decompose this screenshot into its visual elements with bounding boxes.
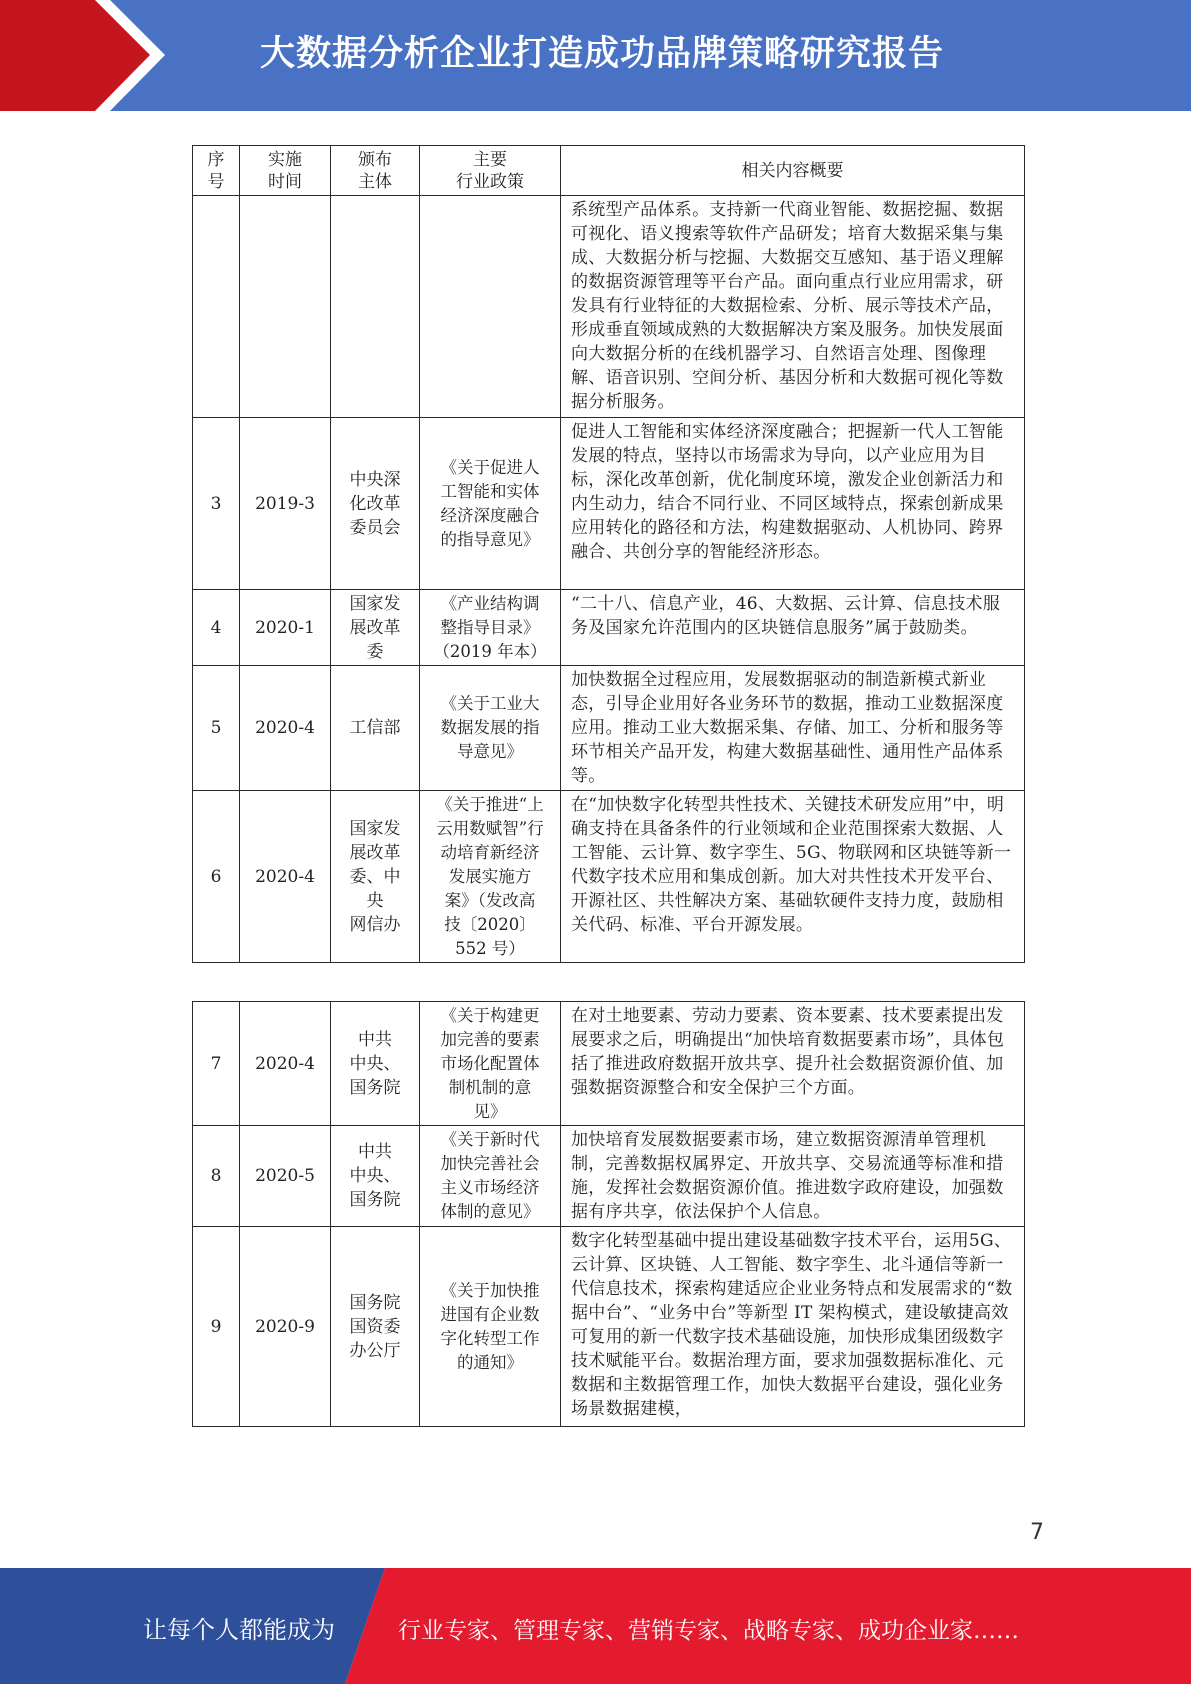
cell-time: 2020-5 [240,1126,331,1227]
cell-issuer: 中共 中央、 国务院 [331,1002,420,1126]
header-seq: 序 号 [193,146,240,196]
cell-summary: 在“加快数字化转型共性技术、关键技术研发应用”中，明确支持在具备条件的行业领域和企业范围探索大数据、人工智能、云计算、数字孪生、5G、物联网和区块链等新一代数字技术应用和集成创新。加大对共性技术开发平台、开源社区、共性解决方案、基础软硬件支持力度，鼓励相关代码、标准、平台开源发展。 [561,791,1025,963]
cell-summary: 加快数据全过程应用，发展数据驱动的制造新模式新业态，引导企业用好各业务环节的数据，推动工业数据深度应用。推动工业大数据采集、存储、加工、分析和服务等环节相关产品开发，构建大数据基础性、通用性产品体系等。 [561,666,1025,791]
table-row [193,590,1025,666]
cell-issuer: 工信部 [331,666,420,791]
header-policy: 主要 行业政策 [420,146,561,196]
cell-seq: 7 [193,1002,240,1126]
table-row [193,1002,1025,1126]
cell-issuer: 国家发 展改革 委 [331,590,420,666]
cell-time: 2020-9 [240,1227,331,1427]
header-time: 实施 时间 [240,146,331,196]
table-row [193,1126,1025,1227]
table-row [193,791,1025,963]
page-footer [0,1568,1191,1684]
table-row [193,418,1025,590]
footer-slogan-left: 让每个人都能成为 [143,1616,335,1644]
cell-policy: 《关于加快推 进国有企业数 字化转型工作 的通知》 [420,1227,561,1427]
cell-seq: 6 [193,791,240,963]
page-header [0,0,1191,111]
cell-time: 2020-4 [240,791,331,963]
report-title: 大数据分析企业打造成功品牌策略研究报告 [260,34,945,74]
header-summary: 相关内容概要 [561,146,1025,196]
cell-issuer: 国家发 展改革 委、中 央 网信办 [331,791,420,963]
cell-summary: 在对土地要素、劳动力要素、资本要素、技术要素提出发展要求之后，明确提出“加快培育数据要素市场”，具体包括了推进政府数据开放共享、提升社会数据资源价值、加强数据资源整合和安全保护三个方面。 [561,1002,1025,1126]
table-header-row [193,146,1025,196]
cell-summary: 系统型产品体系。支持新一代商业智能、数据挖掘、数据可视化、语义搜索等软件产品研发；培育大数据采集与集成、大数据分析与挖掘、大数据交互感知、基于语义理解的数据资源管理等平台产品。面向重点行业应用需求，研发具有行业特征的大数据检索、分析、展示等技术产品，形成垂直领域成熟的大数据解决方案及服务。加快发展面向大数据分析的在线机器学习、自然语言处理、图像理解、语音识别、空间分析、基因分析和大数据可视化等数据分析服务。 [561,196,1025,418]
cell-seq: 5 [193,666,240,791]
cell-issuer: 国务院 国资委 办公厅 [331,1227,420,1427]
cell-policy: 《关于推进“上 云用数赋智”行 动培育新经济 发展实施方 案》（发改高 技〔2020〕 552 号） [420,791,561,963]
cell-summary: 促进人工智能和实体经济深度融合；把握新一代人工智能发展的特点，坚持以市场需求为导向，以产业应用为目标，深化改革创新，优化制度环境，激发企业创新活力和内生动力，结合不同行业、不同区域特点，探索创新成果应用转化的路径和方法，构建数据驱动、人机协同、跨界融合、共创分享的智能经济形态。 [561,418,1025,590]
cell-issuer: 中央深 化改革 委员会 [331,418,420,590]
cell-summary: 加快培育发展数据要素市场，建立数据资源清单管理机制，完善数据权属界定、开放共享、交易流通等标准和措施，发挥社会数据资源价值。推进数字政府建设，加强数据有序共享，依法保护个人信息。 [561,1126,1025,1227]
cell-summary: “二十八、信息产业，46、大数据、云计算、信息技术服务及国家允许范围内的区块链信息服务”属于鼓励类。 [561,590,1025,666]
page-number: 7 [1030,1520,1044,1545]
cell-policy: 《关于促进人 工智能和实体 经济深度融合 的指导意见》 [420,418,561,590]
cell-issuer [331,196,420,418]
cell-policy: 《产业结构调 整指导目录》 （2019 年本） [420,590,561,666]
cell-time [240,196,331,418]
policy-table-part-2 [192,1001,1025,1427]
cell-seq [193,196,240,418]
cell-seq: 9 [193,1227,240,1427]
footer-slogan-right: 行业专家、管理专家、营销专家、战略专家、成功企业家…… [398,1618,1019,1644]
table-row [193,196,1025,418]
policy-table-part-1 [192,145,1025,963]
cell-time: 2020-4 [240,666,331,791]
cell-policy [420,196,561,418]
cell-policy: 《关于新时代 加快完善社会 主义市场经济 体制的意见》 [420,1126,561,1227]
cell-policy: 《关于构建更 加完善的要素 市场化配置体 制机制的意 见》 [420,1002,561,1126]
cell-issuer: 中共 中央、 国务院 [331,1126,420,1227]
cell-time: 2020-4 [240,1002,331,1126]
cell-seq: 3 [193,418,240,590]
table-row [193,666,1025,791]
cell-summary: 数字化转型基础中提出建设基础数字技术平台，运用5G、云计算、区块链、人工智能、数字孪生、北斗通信等新一代信息技术，探索构建适应企业业务特点和发展需求的“数据中台”、“业务中台”等新型 IT 架构模式，建设敏捷高效可复用的新一代数字技术基础设施，加快形成集团级数字技术赋能平台。数据治理方面，要求加强数据标准化、元数据和主数据管理工作，加快大数据平台建设，强化业务场景数据建模， [561,1227,1025,1427]
header-issuer: 颁布 主体 [331,146,420,196]
cell-policy: 《关于工业大 数据发展的指 导意见》 [420,666,561,791]
cell-time: 2019-3 [240,418,331,590]
cell-seq: 8 [193,1126,240,1227]
table-row [193,1227,1025,1427]
cell-time: 2020-1 [240,590,331,666]
cell-seq: 4 [193,590,240,666]
